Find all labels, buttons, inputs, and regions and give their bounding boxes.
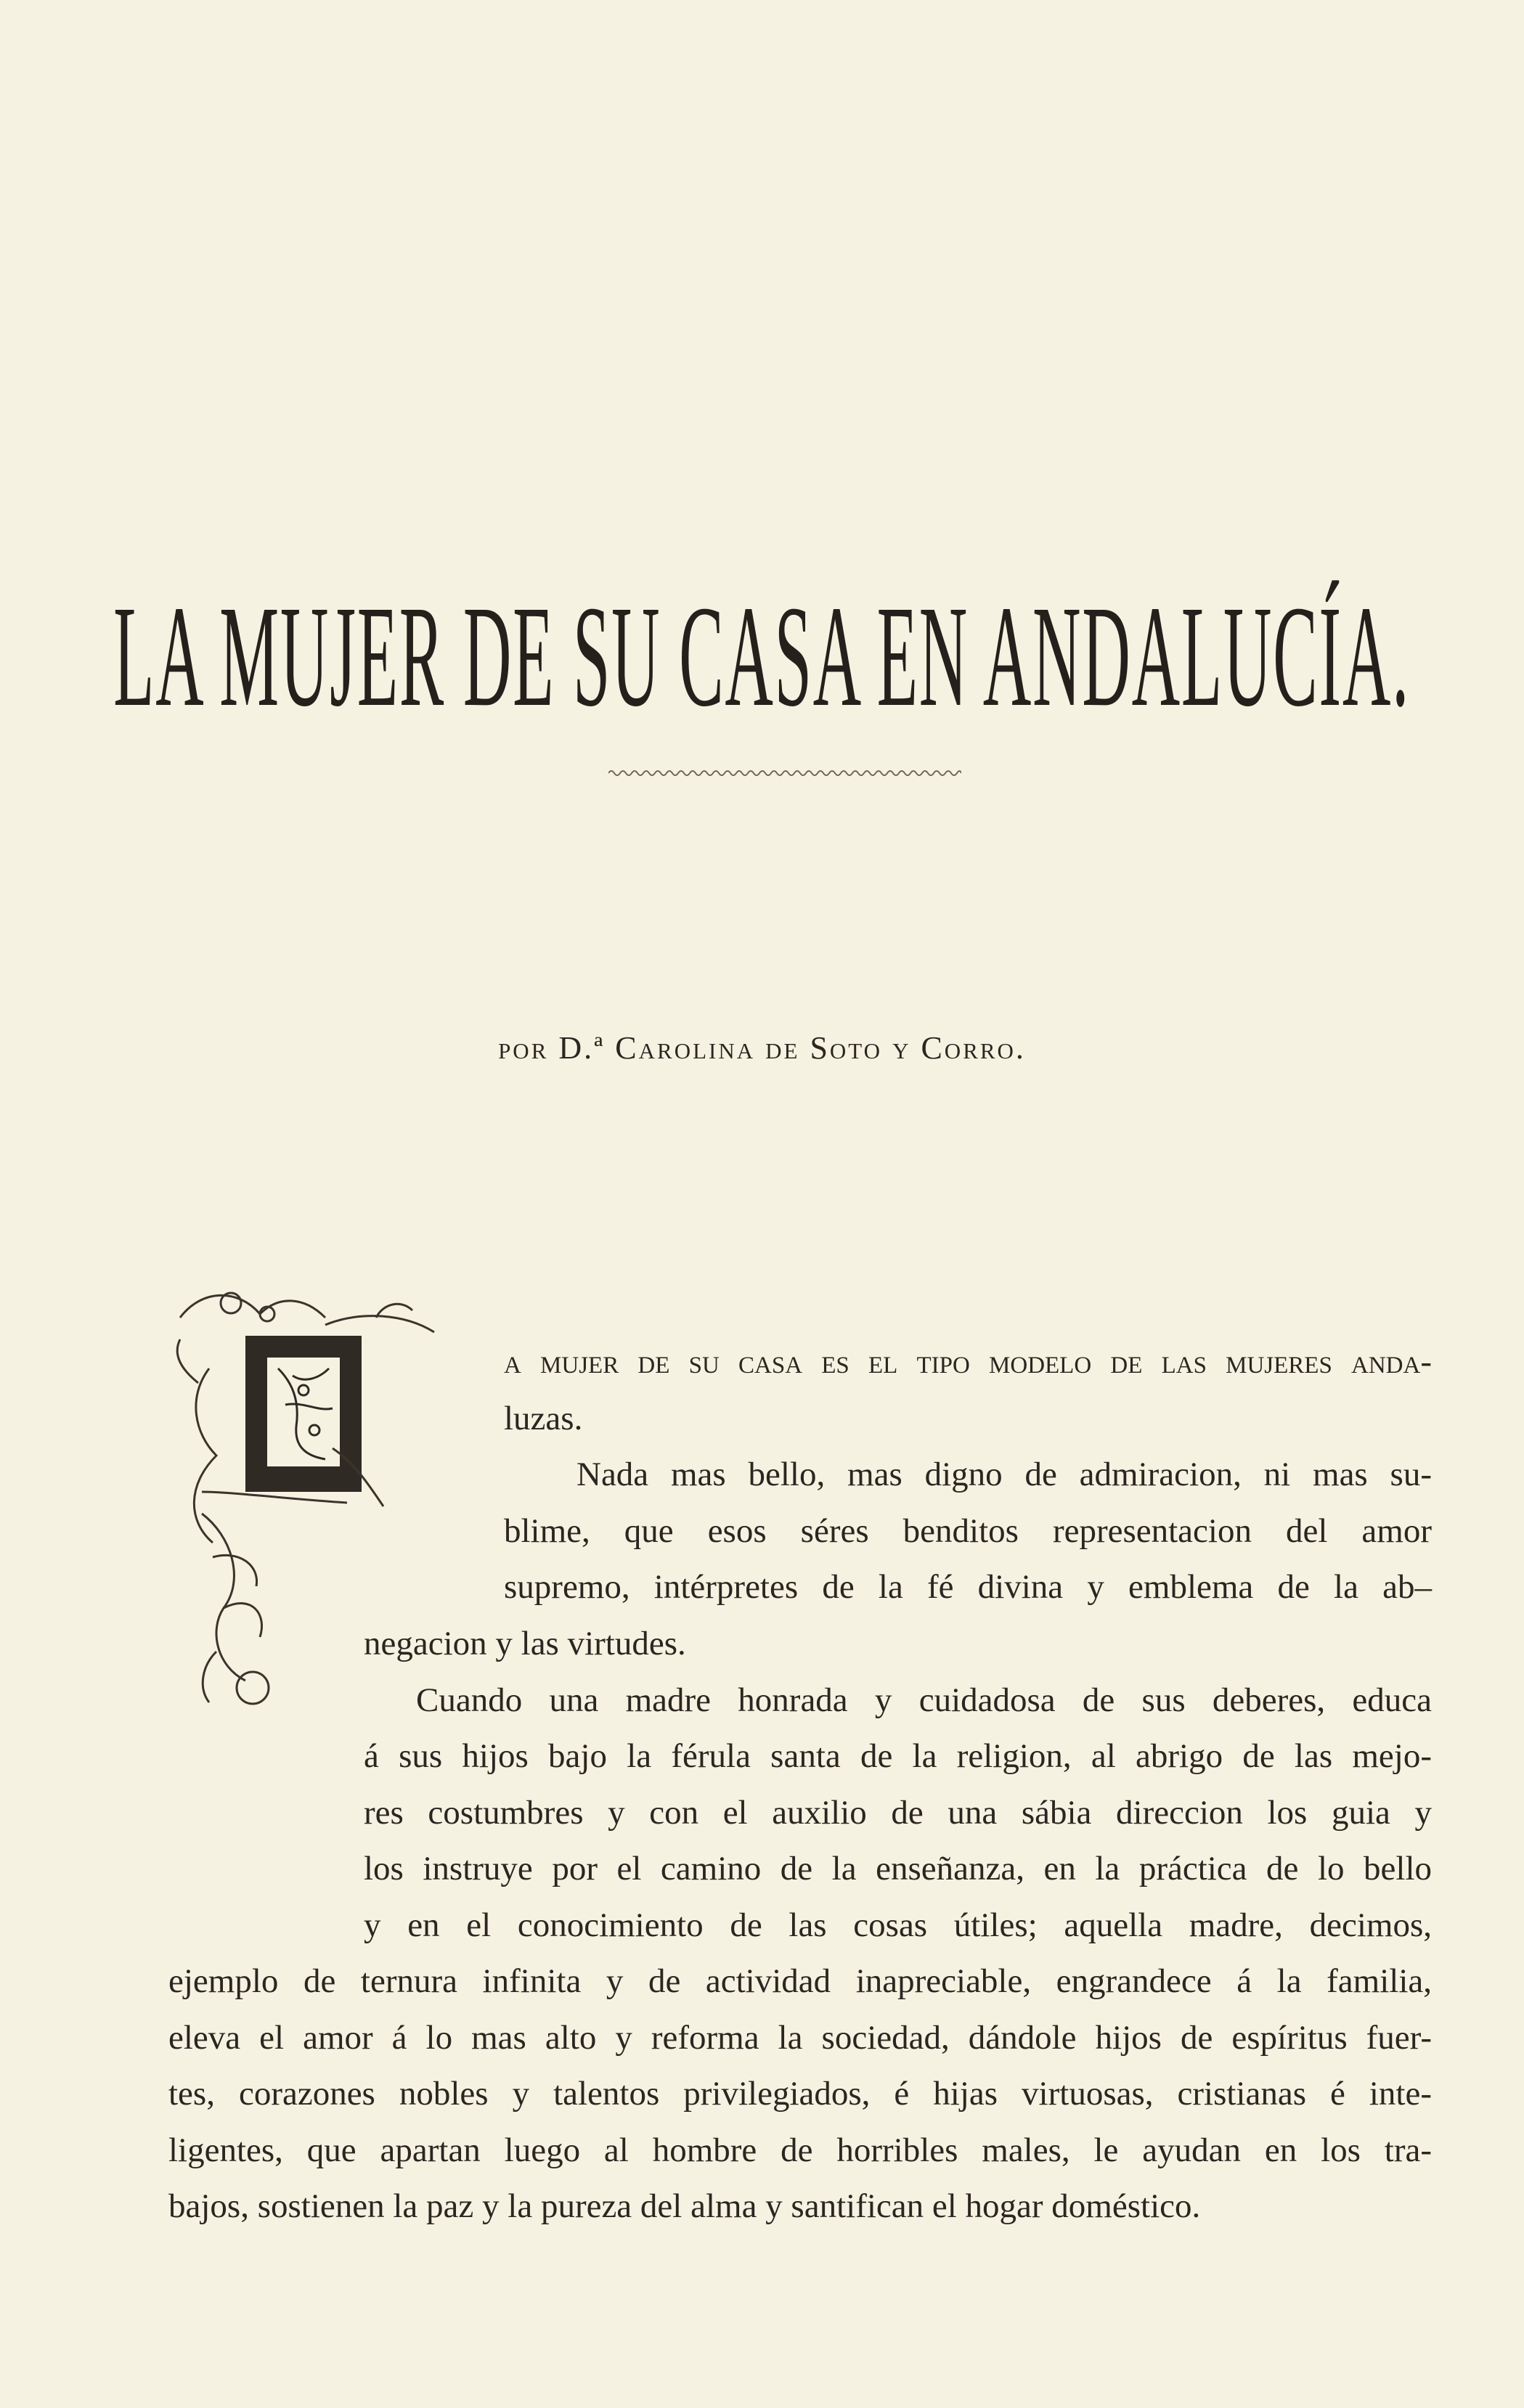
text-line: res costumbres y con el auxilio de una sábia direccion los guia y xyxy=(364,1793,1432,1832)
text-line: ligentes, que apartan luego al hombre de horribles males, le ayudan en los tra- xyxy=(168,2131,1432,2169)
text-line: blime, que esos séres benditos representacion del amor xyxy=(504,1511,1432,1550)
text-line: á sus hijos bajo la férula santa de la religion, al abrigo de las mejo- xyxy=(364,1737,1432,1775)
text-line: luzas. xyxy=(504,1399,583,1437)
byline-prefix: por xyxy=(498,1030,549,1066)
drop-cap-letter: L xyxy=(258,1342,349,1502)
paragraph-block-narrow-a xyxy=(504,1334,1432,1616)
wavy-rule-ornament xyxy=(608,767,961,780)
text-line: Cuando una madre honrada y cuidadosa de sus deberes, educa xyxy=(416,1681,1432,1719)
byline-author: D.ª Carolina de Soto y Corro. xyxy=(558,1030,1026,1066)
paragraph-block-narrow-b xyxy=(364,1616,1432,1954)
paragraph-block-full xyxy=(168,1954,1432,2235)
text-line: los instruye por el camino de la enseñanza, en la práctica de lo bello xyxy=(364,1850,1432,1887)
text-line: ejemplo de ternura infinita y de actividad inapreciable, engrandece á la familia, xyxy=(168,1962,1432,2000)
byline xyxy=(0,1029,1524,1066)
article-title: LA MUJER DE SU CASA EN ANDALUCÍA. xyxy=(113,576,1411,737)
text-line: negacion y las virtudes. xyxy=(364,1625,686,1662)
text-line: eleva el amor á lo mas alto y reforma la sociedad, dándole hijos de espíritus fuer- xyxy=(168,2018,1432,2057)
title-container xyxy=(0,574,1524,740)
initial-floral-top-icon xyxy=(180,1293,434,1332)
text-line: supremo, intérpretes de la fé divina y emblema de la ab– xyxy=(504,1568,1432,1606)
text-line: y en el conocimiento de las cosas útiles; aquella madre, decimos, xyxy=(364,1906,1432,1944)
text-line: Nada mas bello, mas digno de admiracion, ni mas su- xyxy=(576,1456,1432,1493)
text-line: tes, corazones nobles y talentos privilegiados, é hijas virtuosas, cristianas é inte- xyxy=(168,2075,1432,2113)
text-line: a mujer de su casa es el tipo modelo de las mujeres anda- xyxy=(504,1343,1432,1381)
text-line: bajos, sostienen la paz y la pureza del alma y santifican el hogar doméstico. xyxy=(168,2187,1201,2225)
